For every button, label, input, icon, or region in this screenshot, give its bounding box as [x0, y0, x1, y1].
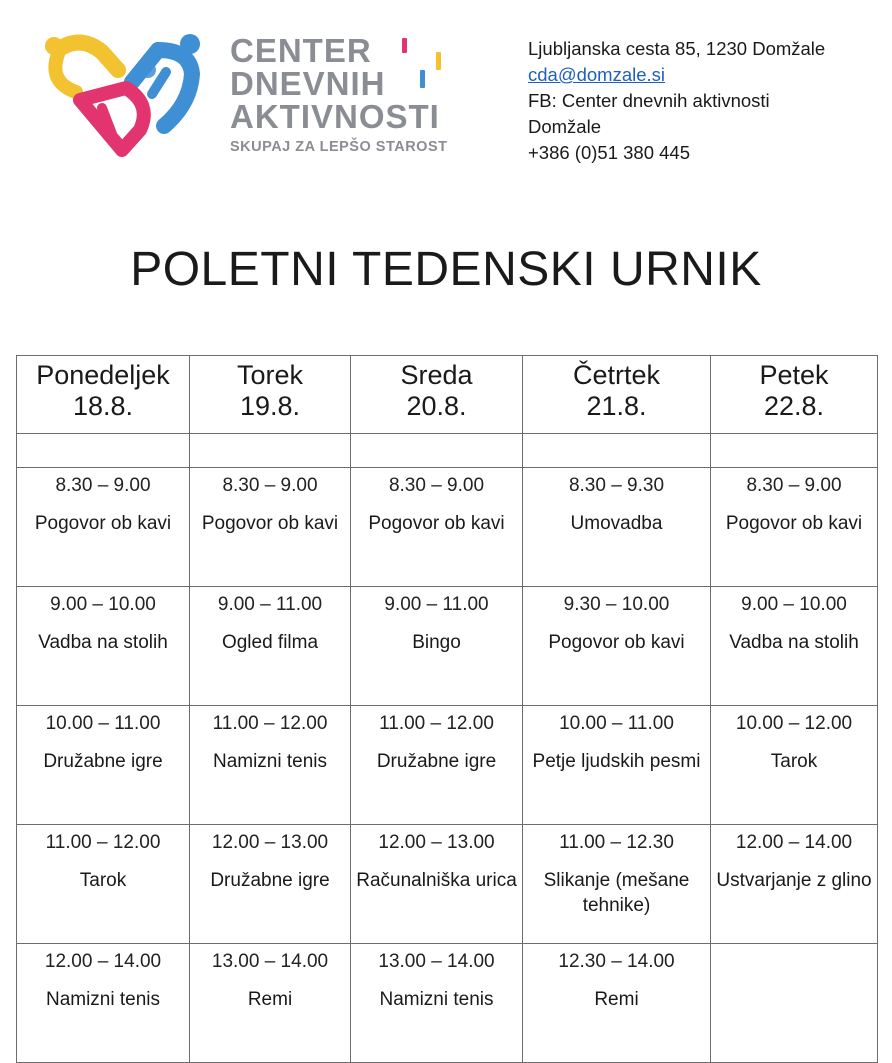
slot-time: 8.30 – 9.00: [55, 475, 151, 496]
schedule-cell: [351, 468, 523, 587]
day-name: Torek: [236, 360, 304, 390]
schedule-cell: [190, 706, 351, 825]
schedule-cell: [351, 587, 523, 706]
schedule-cell: [17, 468, 190, 587]
slot-time: 11.00 – 12.30: [559, 832, 674, 853]
contact-facebook-cont: Domžale: [528, 116, 601, 137]
day-date: 20.8.: [406, 391, 467, 421]
slot-time: 8.30 – 9.30: [568, 475, 665, 496]
slot-time: 8.30 – 9.00: [746, 475, 842, 496]
slot-time: 12.00 – 14.00: [44, 951, 162, 972]
schedule-cell: [523, 468, 711, 587]
weekly-schedule-table: [16, 355, 878, 1063]
logo-accent-pink: [402, 38, 407, 53]
slot-time: 9.00 – 10.00: [741, 594, 847, 615]
schedule-cell: [17, 587, 190, 706]
slot-activity: Družabne igre: [376, 751, 497, 772]
day-name: Sreda: [400, 360, 473, 390]
day-name: Ponedeljek: [36, 360, 170, 390]
spacer-row: [17, 434, 878, 468]
day-header: [711, 356, 878, 434]
schedule-cell: [711, 944, 878, 1063]
slot-time: 13.00 – 14.00: [211, 951, 329, 972]
slot-time: 10.00 – 11.00: [45, 713, 161, 734]
day-date: 21.8.: [586, 391, 647, 421]
day-date: 18.8.: [72, 391, 134, 421]
time-slot-row: [17, 468, 878, 587]
time-slot-row: [17, 587, 878, 706]
slot-activity: Računalniška urica: [356, 870, 517, 891]
slot-activity: Ogled filma: [221, 632, 319, 653]
slot-time: 12.00 – 14.00: [735, 832, 853, 853]
slot-time: 13.00 – 14.00: [378, 951, 495, 972]
day-name: Četrtek: [572, 360, 661, 390]
schedule-cell: [351, 944, 523, 1063]
spacer-cell: [190, 434, 351, 468]
slot-activity: Vadba na stolih: [729, 632, 859, 653]
slot-activity: Petje ljudskih pesmi: [532, 751, 701, 772]
contact-facebook: FB: Center dnevnih aktivnosti: [528, 90, 770, 111]
logo-line-dnevnih: DNEVNIH: [230, 65, 386, 102]
spacer-cell: [523, 434, 711, 468]
logo-line-center: CENTER: [230, 32, 372, 69]
schedule-cell: [351, 706, 523, 825]
slot-time: 8.30 – 9.00: [222, 475, 318, 496]
page-title: POLETNI TEDENSKI URNIK: [130, 243, 762, 296]
slot-activity: Slikanje (mešane tehnike): [543, 870, 690, 916]
schedule-cell: [523, 944, 711, 1063]
slot-activity: Vadba na stolih: [38, 632, 168, 653]
slot-activity: Remi: [247, 989, 293, 1010]
cda-logo-icon: [40, 30, 215, 160]
center-logo: [40, 30, 450, 160]
slot-activity: Ustvarjanje z glino: [716, 870, 872, 891]
time-slot-row: [17, 944, 878, 1063]
logo-accent-yellow: [436, 52, 441, 70]
slot-activity: Pogovor ob kavi: [548, 632, 685, 653]
slot-activity: Družabne igre: [210, 870, 330, 891]
slot-activity: Namizni tenis: [45, 989, 161, 1010]
day-name: Petek: [759, 360, 829, 390]
schedule-cell: [711, 706, 878, 825]
contact-email-link[interactable]: cda@domzale.si: [528, 64, 666, 85]
slot-activity: Pogovor ob kavi: [725, 513, 863, 534]
schedule-cell: [523, 587, 711, 706]
schedule-cell: [351, 825, 523, 944]
schedule-cell: [711, 587, 878, 706]
slot-time: 11.00 – 12.00: [45, 832, 161, 853]
schedule-cell: [17, 944, 190, 1063]
contact-block: [528, 36, 825, 166]
day-header: [17, 356, 190, 434]
day-date: 19.8.: [239, 391, 301, 421]
slot-activity: Namizni tenis: [212, 751, 328, 772]
slot-activity: Umovadba: [570, 513, 663, 534]
slot-activity: Bingo: [412, 632, 461, 653]
time-slot-row: [17, 706, 878, 825]
slot-time: 9.00 – 11.00: [384, 594, 489, 615]
schedule-cell: [523, 706, 711, 825]
slot-time: 12.00 – 13.00: [378, 832, 495, 853]
slot-activity: Tarok: [79, 870, 127, 891]
time-slot-row: [17, 825, 878, 944]
schedule-cell: [711, 468, 878, 587]
slot-time: 12.00 – 13.00: [211, 832, 329, 853]
spacer-cell: [711, 434, 878, 468]
contact-phone: +386 (0)51 380 445: [528, 142, 691, 163]
spacer-cell: [17, 434, 190, 468]
schedule-cell: [523, 825, 711, 944]
logo-line-aktivnosti: AKTIVNOSTI: [230, 98, 440, 135]
schedule-cell: [711, 825, 878, 944]
slot-activity: Remi: [594, 989, 639, 1010]
slot-time: 9.30 – 10.00: [563, 594, 670, 615]
slot-time: 10.00 – 12.00: [735, 713, 853, 734]
slot-time: 9.00 – 11.00: [217, 594, 323, 615]
schedule-cell: [190, 825, 351, 944]
slot-activity: Pogovor ob kavi: [34, 513, 172, 534]
slot-time: 8.30 – 9.00: [388, 475, 485, 496]
day-header: [523, 356, 711, 434]
slot-activity: Tarok: [770, 751, 818, 772]
day-header: [190, 356, 351, 434]
schedule-cell: [17, 706, 190, 825]
contact-address: Ljubljanska cesta 85, 1230 Domžale: [528, 38, 826, 59]
slot-time: 9.00 – 10.00: [50, 594, 156, 615]
slot-time: 12.30 – 14.00: [558, 951, 675, 972]
spacer-cell: [351, 434, 523, 468]
slot-activity: Namizni tenis: [379, 989, 494, 1010]
logo-accent-blue: [420, 70, 425, 88]
slot-activity: Družabne igre: [43, 751, 163, 772]
slot-activity: Pogovor ob kavi: [201, 513, 339, 534]
schedule-cell: [190, 587, 351, 706]
day-header-row: [17, 356, 878, 434]
schedule-cell: [190, 468, 351, 587]
slot-time: 10.00 – 11.00: [559, 713, 674, 734]
schedule-cell: [190, 944, 351, 1063]
day-header: [351, 356, 523, 434]
slot-time: 11.00 – 12.00: [212, 713, 328, 734]
slot-time: 11.00 – 12.00: [379, 713, 494, 734]
slot-activity: Pogovor ob kavi: [368, 513, 505, 534]
schedule-cell: [17, 825, 190, 944]
logo-tagline: SKUPAJ ZA LEPŠO STAROST: [230, 139, 448, 155]
day-date: 22.8.: [763, 391, 825, 421]
